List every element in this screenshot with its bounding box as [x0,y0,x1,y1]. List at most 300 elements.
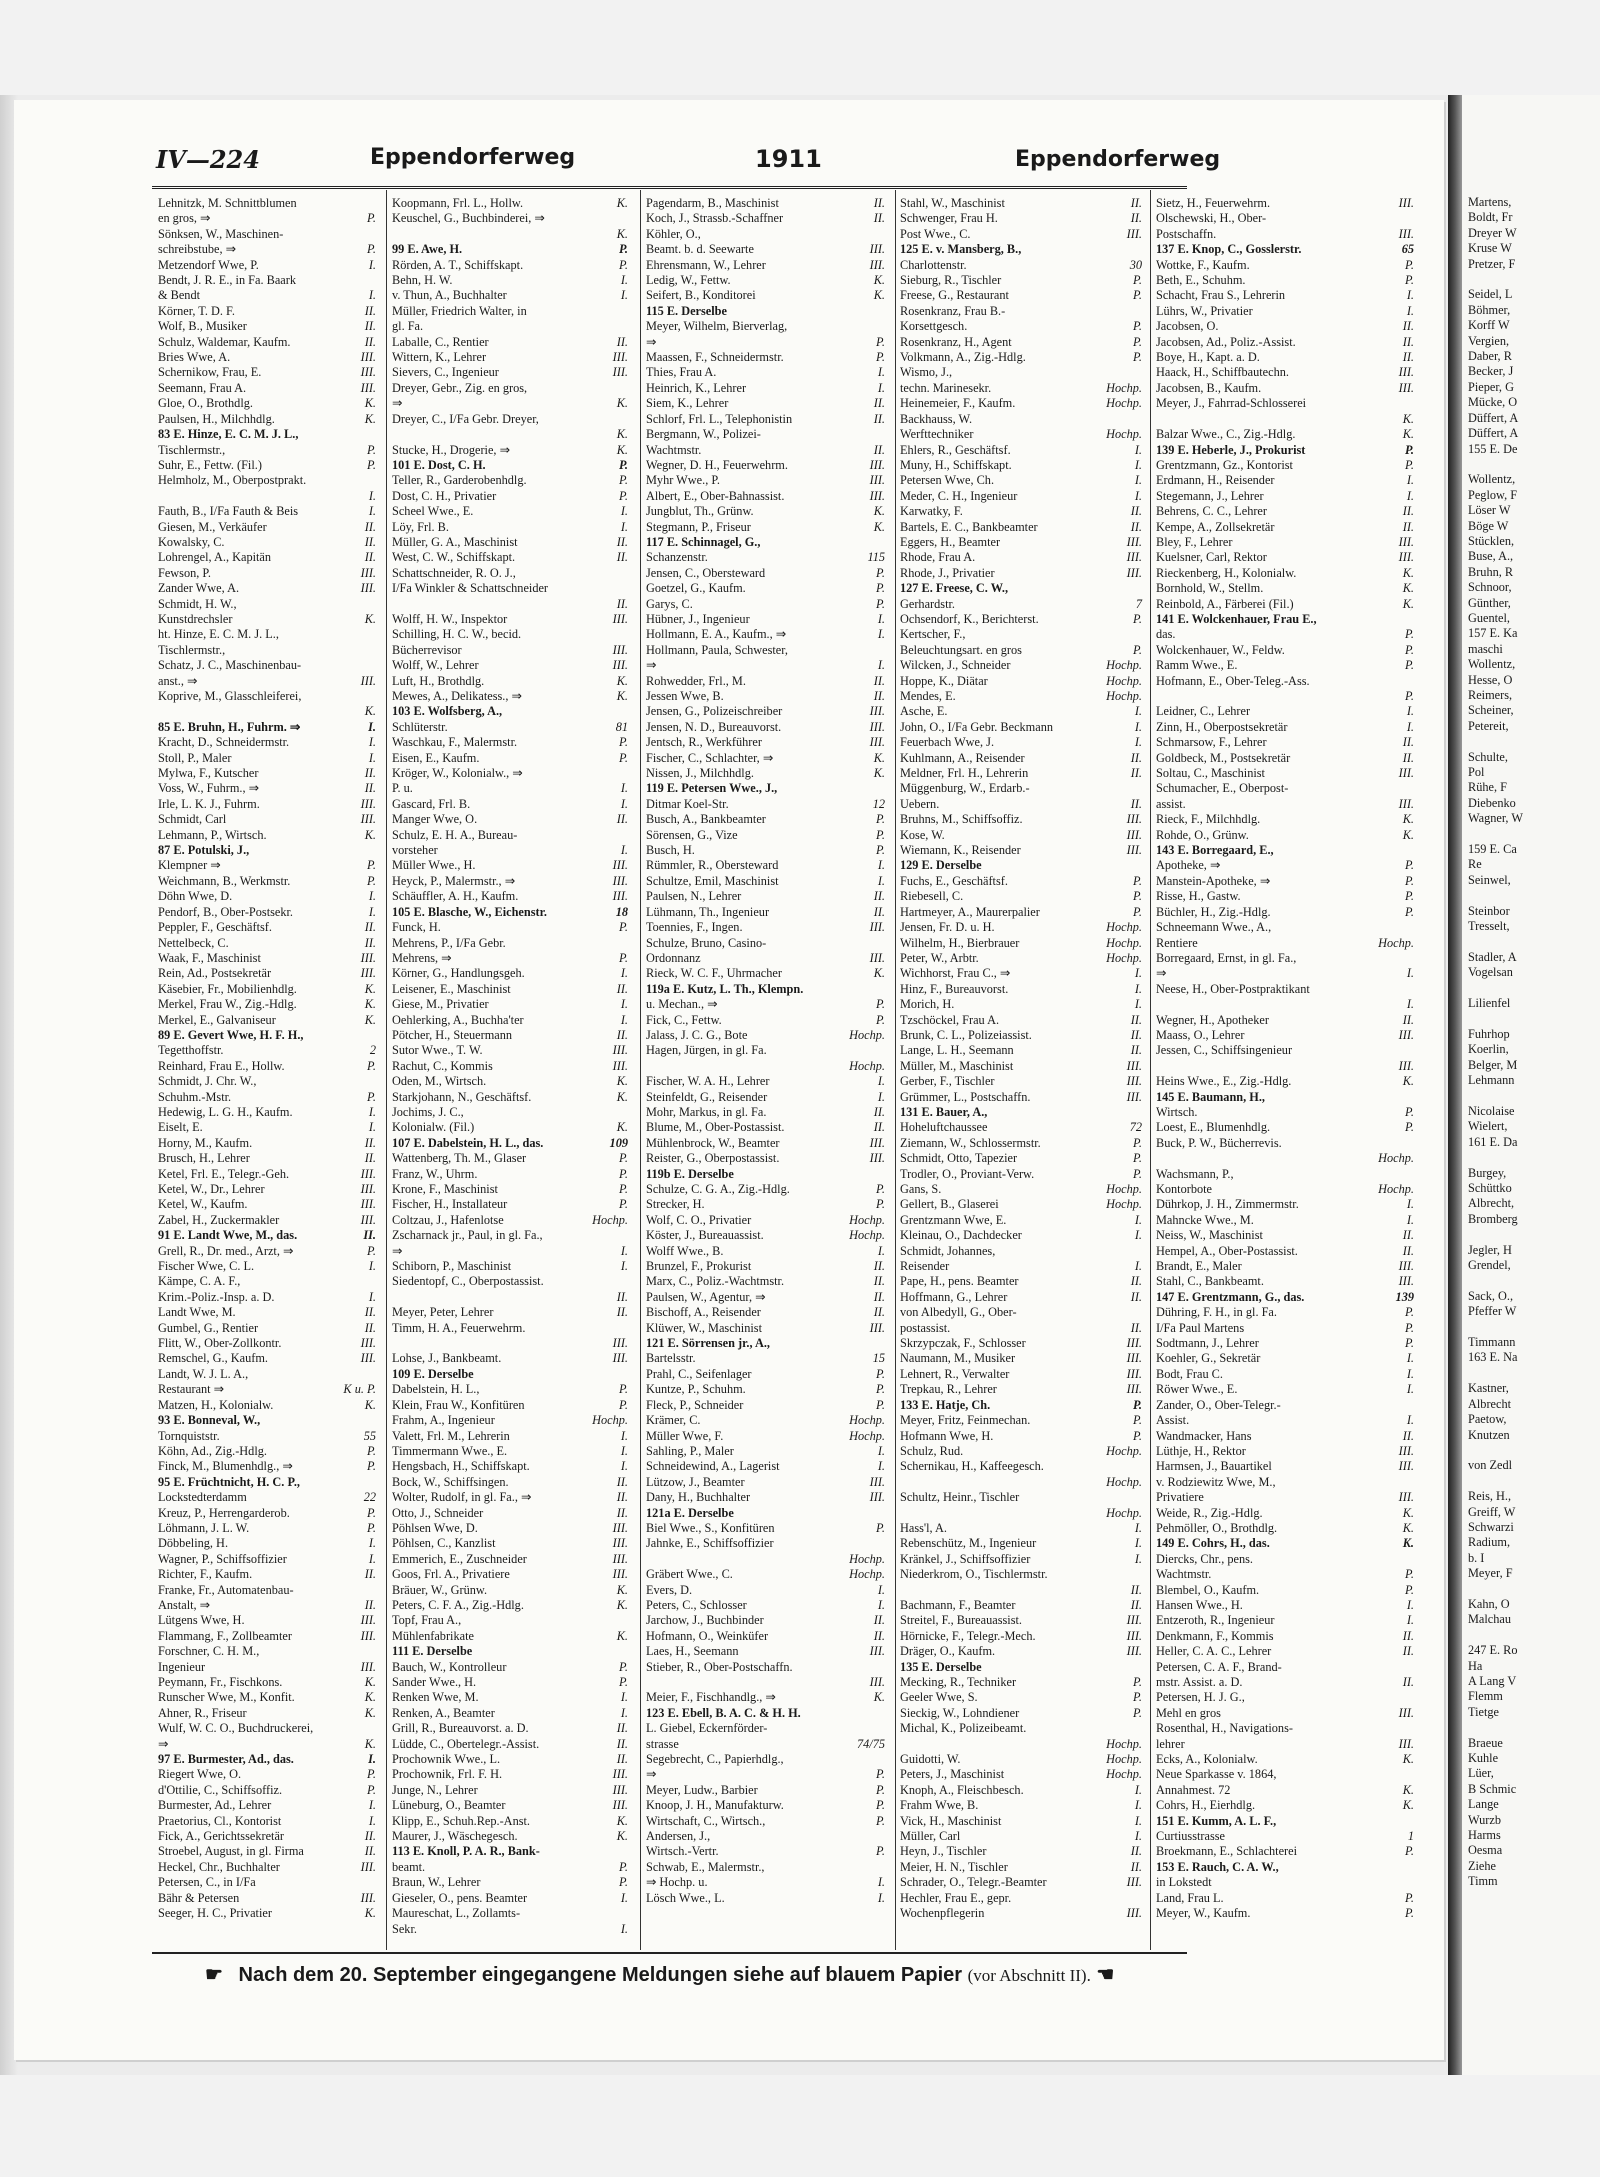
directory-column-5 [1156,196,1418,1946]
entry-text: 121a E. Derselbe [646,1505,734,1520]
floor-marker: K. [1402,1520,1414,1535]
adjacent-page-line: Pol [1468,765,1485,780]
resident-entry [900,1444,1146,1459]
adjacent-page-line: Kuhle [1468,1751,1499,1766]
resident-entry [1156,273,1418,288]
entry-text: Wachtmstr. [646,442,702,457]
entry-text: mstr. Assist. a. D. [1156,1675,1243,1689]
entry-text: Keuschel, G., Buchbinderei, ⇒ [392,211,545,226]
resident-entry [900,304,1146,319]
column-divider [1150,190,1151,1950]
floor-marker: P. [366,1089,376,1104]
entry-text: Busch, H. [646,843,695,858]
resident-entry [900,1629,1146,1644]
floor-marker: III. [360,1859,376,1874]
floor-marker: II. [1130,796,1142,811]
resident-entry [158,381,380,396]
floor-marker: P. [875,1397,885,1412]
entry-text: Röwer Wwe., E. [1156,1382,1238,1397]
adjacent-page-line: Seinwel, [1468,872,1511,887]
entry-text: Hörnicke, F., Telegr.-Mech. [900,1628,1036,1643]
floor-marker: K. [364,1736,376,1751]
adjacent-page-line: Kahn, O [1468,1596,1510,1611]
entry-text: Schultze, Emil, Maschinist [646,873,779,888]
entry-text: Leisener, E., Maschinist [392,981,511,996]
resident-entry [900,951,1146,966]
resident-entry [392,1536,632,1551]
resident-entry [158,597,380,612]
floor-marker: K. [364,411,376,426]
floor-marker: P. [366,873,376,888]
entry-text: Maurer, J., Wäschegesch. [392,1829,518,1844]
resident-entry [646,1583,889,1598]
floor-marker: II. [364,1567,376,1582]
resident-entry [1156,1367,1418,1382]
resident-entry [1156,874,1418,889]
entry-text: Beamt. b. d. Seewarte [646,242,754,257]
floor-marker: III. [869,1644,885,1659]
floor-marker: K. [1402,427,1414,442]
entry-text: Jentsch, R., Werkführer [646,735,762,750]
entry-text: Riegert Wwe, O. [158,1767,242,1782]
floor-marker: P. [1132,1413,1142,1428]
floor-marker: II. [1402,1243,1414,1258]
entry-text: Wegner, H., Apotheker [1156,1012,1269,1027]
resident-entry [158,1860,380,1875]
adjacent-page-line [1462,935,1600,950]
resident-entry [1156,227,1418,242]
adjacent-page-line: Bruhn, R [1468,564,1514,579]
floor-marker: III. [869,1320,885,1335]
floor-marker: III. [1398,766,1414,781]
resident-entry [646,735,889,750]
entry-text: Fick, A., Gerichtssekretär [158,1829,285,1844]
floor-marker: III. [1398,1459,1414,1474]
resident-entry [1156,1429,1418,1444]
house-number-entry [646,1167,889,1182]
resident-entry [392,1814,632,1829]
resident-entry [900,1552,1146,1567]
resident-entry [646,1274,889,1289]
entry-text: Karwatky, F. [900,504,963,519]
entry-text: Wolff, H. W., Inspektor [392,611,508,626]
entry-text: Rieck, F., Milchhdlg. [1156,812,1261,827]
resident-entry [1156,1706,1418,1721]
entry-text: Bachmann, F., Beamter [900,1597,1016,1612]
entry-text: Koehler, G., Sekretär [1156,1351,1261,1366]
adjacent-page-line: Lehmann [1468,1073,1515,1088]
entry-text: Laballe, C., Rentier [392,334,489,349]
resident-entry [646,889,889,904]
entry-text: Starkjohann, N., Geschäftsf. [392,1089,532,1104]
entry-text: Jungblut, Th., Grünw. [646,504,754,519]
floor-marker: K. [1402,812,1414,827]
entry-text: Klipp, E., Schuh.Rep.-Anst. [392,1813,530,1828]
floor-marker: II. [616,1027,628,1042]
entry-text: Nettelbeck, C. [158,935,229,950]
floor-marker: I. [620,288,628,303]
resident-entry [1156,520,1418,535]
entry-text: Beleuchtungsart. en gros [900,642,1022,657]
resident-entry [1156,1244,1418,1259]
floor-marker: P. [366,858,376,873]
floor-marker: P. [1404,658,1414,673]
entry-text: Stucke, H., Drogerie, ⇒ [392,442,510,457]
entry-text: Schilling, H. C. W., becid. [392,627,522,642]
floor-marker: II. [616,596,628,611]
floor-marker: III. [1398,1058,1414,1073]
floor-marker: II. [364,920,376,935]
resident-entry [900,643,1146,658]
entry-text: Anstalt, ⇒ [158,1597,210,1612]
floor-marker: III. [612,1536,628,1551]
floor-marker: I. [1406,1597,1414,1612]
resident-entry [158,1767,380,1782]
resident-entry [646,1305,889,1320]
floor-marker: I. [620,1428,628,1443]
floor-marker: P. [1404,1567,1414,1582]
resident-entry [1156,535,1418,550]
resident-entry [900,1213,1146,1228]
floor-marker: I. [877,858,885,873]
floor-marker: I. [1134,1813,1142,1828]
resident-entry [646,520,889,535]
resident-entry [158,1105,380,1120]
entry-text: Schiborn, P., Maschinist [392,1259,512,1274]
resident-entry [646,443,889,458]
resident-entry [646,1290,889,1305]
floor-marker: III. [1126,534,1142,549]
floor-marker: II. [1402,1628,1414,1643]
resident-entry [900,227,1146,242]
floor-marker: III. [1398,1259,1414,1274]
adjacent-page-line: Re [1468,857,1482,872]
floor-marker: P. [875,1844,885,1859]
resident-entry [646,720,889,735]
entry-text: Gumbel, G., Rentier [158,1320,259,1335]
adjacent-page-line: Braeue [1468,1735,1503,1750]
house-number-entry [900,242,1146,257]
floor-marker: K. [616,1829,628,1844]
entry-text: Lütgens Wwe, H. [158,1613,245,1628]
entry-text: Körner, T. D. F. [158,303,235,318]
entry-text: Mewes, A., Delikatess., ⇒ [392,689,522,703]
resident-entry [900,427,1146,442]
resident-entry [900,889,1146,904]
resident-entry [392,1228,632,1243]
floor-marker: II. [1130,1859,1142,1874]
resident-entry [900,751,1146,766]
entry-text: ht. Hinze, E. C. M. J. L., [158,627,279,642]
resident-entry [1156,1613,1418,1628]
entry-text: Rohwedder, Frl., M. [646,673,746,688]
entry-text: Cohrs, H., Eierhdlg. [1156,1798,1256,1813]
entry-text: Jacobsen, B., Kaufm. [1156,380,1262,395]
entry-text: Hoheluftchaussee [900,1120,988,1135]
floor-marker: P. [875,334,885,349]
resident-entry [1156,581,1418,596]
pointing-hand-left-icon: ☛ [205,1964,223,1986]
entry-text: Schacht, Frau S., Lehrerin [1156,288,1286,303]
entry-text: Manstein-Apotheke, ⇒ [1156,873,1271,888]
resident-entry [1156,1660,1418,1675]
adjacent-page-line: Albrecht [1468,1396,1512,1411]
entry-text: Schlüterstr. [392,719,448,734]
resident-entry [646,1013,889,1028]
resident-entry [392,1274,632,1289]
entry-text: Stegemann, J., Lehrer [1156,488,1264,503]
directory-column-2 [392,196,632,1946]
resident-entry [392,936,632,951]
adjacent-page-line: Löser W [1468,503,1511,518]
entry-text: Schmidt, Carl [158,812,227,827]
floor-marker: II. [364,1320,376,1335]
entry-text: Rieckenberg, H., Kolonialw. [1156,565,1297,580]
floor-marker: II. [1130,519,1142,534]
entry-text: Peters, C., Schlosser [646,1597,747,1612]
entry-text: Wolff Wwe., B. [646,1243,724,1258]
resident-entry [646,1875,889,1890]
entry-text: 141 E. Wolckenhauer, Frau E., [1156,611,1317,626]
resident-entry [158,751,380,766]
house-number-entry [646,1506,889,1521]
resident-entry [392,643,632,658]
floor-marker: II. [873,904,885,919]
resident-entry [900,1875,1146,1890]
adjacent-page-line [1462,827,1600,842]
floor-marker: P. [618,457,628,472]
resident-entry [900,1844,1146,1859]
resident-entry [158,1336,380,1351]
entry-text: Wilhelm, H., Bierbrauer [900,935,1020,950]
floor-marker: II. [1130,1012,1142,1027]
resident-entry [900,1521,1146,1536]
resident-entry [900,612,1146,627]
resident-entry [158,1844,380,1859]
entry-text: Maureschat, L., Zollamts- [392,1906,521,1921]
resident-entry [646,1413,889,1428]
entry-text: Rörden, A. T., Schiffskapt. [392,257,524,272]
resident-entry [1156,1105,1418,1120]
resident-entry [900,1737,1146,1752]
resident-entry [158,319,380,334]
resident-entry [158,1321,380,1336]
entry-text: Sander Wwe., H. [392,1675,477,1689]
resident-entry [900,365,1146,380]
floor-marker: P. [1132,642,1142,657]
resident-entry [900,1120,1146,1135]
entry-text: Toennies, F., Ingen. [646,920,743,935]
floor-marker: P. [618,257,628,272]
resident-entry [900,1013,1146,1028]
street-title-left: Eppendorferweg [370,145,576,170]
entry-text: Topf, Frau A., [392,1613,462,1628]
floor-marker: III. [869,1135,885,1150]
floor-marker: III. [1398,226,1414,241]
adjacent-page-line: Wollentz, [1468,657,1516,672]
resident-entry [646,1459,889,1474]
floor-marker: III. [1398,1490,1414,1505]
entry-text: Finck, M., Blumenhdlg., ⇒ [158,1459,293,1474]
floor-marker: II. [1130,504,1142,519]
entry-text: Asche, E. [900,704,948,719]
entry-text: Seifert, B., Konditorei [646,288,756,303]
resident-entry [646,1321,889,1336]
entry-text: das. [1156,627,1176,642]
resident-entry [1156,1644,1418,1659]
entry-text: Tzschöckel, Frau A. [900,1012,1000,1027]
floor-marker: K. [616,427,628,442]
entry-text: Sekr. [392,1921,417,1936]
resident-entry [158,1706,380,1721]
resident-entry [392,1013,632,1028]
floor-marker: III. [360,380,376,395]
floor-marker: I. [368,1798,376,1813]
floor-marker: P. [1132,889,1142,904]
entry-text: schreibstube, ⇒ [158,242,236,257]
entry-text: Jensen, Fr. D. u. H. [900,920,995,935]
floor-marker: II. [873,689,885,703]
resident-entry [1156,1305,1418,1320]
resident-entry [158,1244,380,1259]
floor-marker: P. [618,920,628,935]
resident-entry [646,951,889,966]
floor-marker: P. [366,1058,376,1073]
resident-entry [158,627,380,642]
entry-text: Koprive, M., Glasschleiferei, [158,689,302,703]
house-number-entry [392,1136,632,1151]
resident-entry [392,1567,632,1582]
resident-entry [158,1721,380,1736]
resident-entry [392,1706,632,1721]
entry-text: Olschewski, H., Ober- [1156,211,1267,226]
resident-entry [392,1398,632,1413]
floor-marker: III. [869,473,885,488]
floor-marker: K. [616,226,628,241]
resident-entry [1156,951,1418,966]
resident-entry [900,1059,1146,1074]
entry-text: Fischer, H., Installateur [392,1197,508,1212]
entry-text: Zinn, H., Oberpostsekretär [1156,719,1288,734]
street-title-right: Eppendorferweg [1015,147,1221,172]
resident-entry [392,504,632,519]
entry-text: Bischoff, A., Reisender [646,1305,761,1320]
resident-entry [646,689,889,704]
house-number-entry [392,242,632,257]
adjacent-page-line: Kastner, [1468,1381,1509,1396]
resident-entry [158,674,380,689]
floor-marker: III. [1126,1351,1142,1366]
floor-marker: II. [873,1104,885,1119]
resident-entry [900,1706,1146,1721]
floor-marker: I. [620,1921,628,1936]
resident-entry [158,766,380,781]
resident-entry [392,1059,632,1074]
resident-entry [900,1336,1146,1351]
resident-entry [392,1475,632,1490]
resident-entry [392,828,632,843]
entry-text: Hempel, A., Ober-Postassist. [1156,1243,1298,1258]
floor-marker: K. [873,519,885,534]
resident-entry [646,458,889,473]
floor-marker: Hochp. [1106,689,1142,703]
resident-entry [646,936,889,951]
adjacent-page-line: Harms [1468,1828,1501,1843]
resident-entry [646,1814,889,1829]
resident-entry [1156,1891,1418,1906]
floor-marker: P. [1132,288,1142,303]
entry-text: Prahl, C., Seifenlager [646,1366,752,1381]
floor-marker: 2 [369,1043,376,1058]
resident-entry [158,196,380,211]
entry-text: Schrader, O., Telegr.-Beamter [900,1875,1047,1890]
entry-text: 145 E. Baumann, H., [1156,1089,1265,1104]
floor-marker: III. [869,1490,885,1505]
resident-entry [1156,1783,1418,1798]
resident-entry [646,1844,889,1859]
resident-entry [158,889,380,904]
resident-entry [158,520,380,535]
entry-text: Schernikow, Frau, E. [158,365,262,380]
resident-entry [900,1228,1146,1243]
resident-entry [646,566,889,581]
floor-marker: Hochp. [849,1228,885,1243]
floor-marker: Hochp. [1106,1752,1142,1767]
entry-text: Stahl, W., Maschinist [900,196,1005,210]
entry-text: Mahncke Wwe., M. [1156,1212,1254,1227]
adjacent-page-line: Meyer, F [1468,1566,1513,1581]
entry-text: Hansen Wwe., H. [1156,1597,1243,1612]
floor-marker: III. [360,1166,376,1181]
entry-text: Lehnitzk, M. Schnittblumen [158,196,297,210]
floor-marker: P. [875,1182,885,1196]
entry-text: Meyer, Wilhelm, Bierverlag, [646,319,788,334]
entry-text: 91 E. Landt Wwe, M., das. [158,1228,298,1243]
floor-marker: P. [1404,858,1414,873]
resident-entry [1156,1675,1418,1690]
resident-entry [1156,1120,1418,1135]
floor-marker: Hochp. [849,1212,885,1227]
resident-entry [158,1798,380,1813]
entry-text: Heinemeier, F., Kaufm. [900,396,1016,411]
entry-text: u. Mechan., ⇒ [646,997,718,1012]
resident-entry [1156,1059,1418,1074]
entry-text: Sönksen, W., Maschinen- [158,226,284,241]
resident-entry [392,319,632,334]
adjacent-page-line [1462,272,1600,287]
floor-marker: II. [364,781,376,796]
entry-text: Kunstdrechsler [158,611,233,626]
floor-marker: III. [612,1767,628,1782]
entry-text: Bendt, J. R. E., in Fa. Baark [158,273,296,288]
entry-text: Wolf, C. O., Privatier [646,1212,752,1227]
resident-entry [158,1521,380,1536]
resident-entry [392,797,632,812]
entry-text: Seeger, H. C., Privatier [158,1906,272,1921]
entry-text: Gloe, O., Brothdlg. [158,396,253,411]
adjacent-page-line: Knutzen [1468,1427,1510,1442]
floor-marker: III. [1398,380,1414,395]
entry-text: Reinbold, A., Färberei (Fil.) [1156,596,1294,611]
entry-text: Ahner, R., Friseur [158,1705,247,1720]
resident-entry [158,781,380,796]
adjacent-page-line: Belger, M [1468,1057,1518,1072]
resident-entry [158,443,380,458]
entry-text: Mylwa, F., Kutscher [158,766,259,781]
adjacent-page-line: Becker, J [1468,364,1514,379]
floor-marker: I. [1134,1259,1142,1274]
floor-marker: III. [612,365,628,380]
